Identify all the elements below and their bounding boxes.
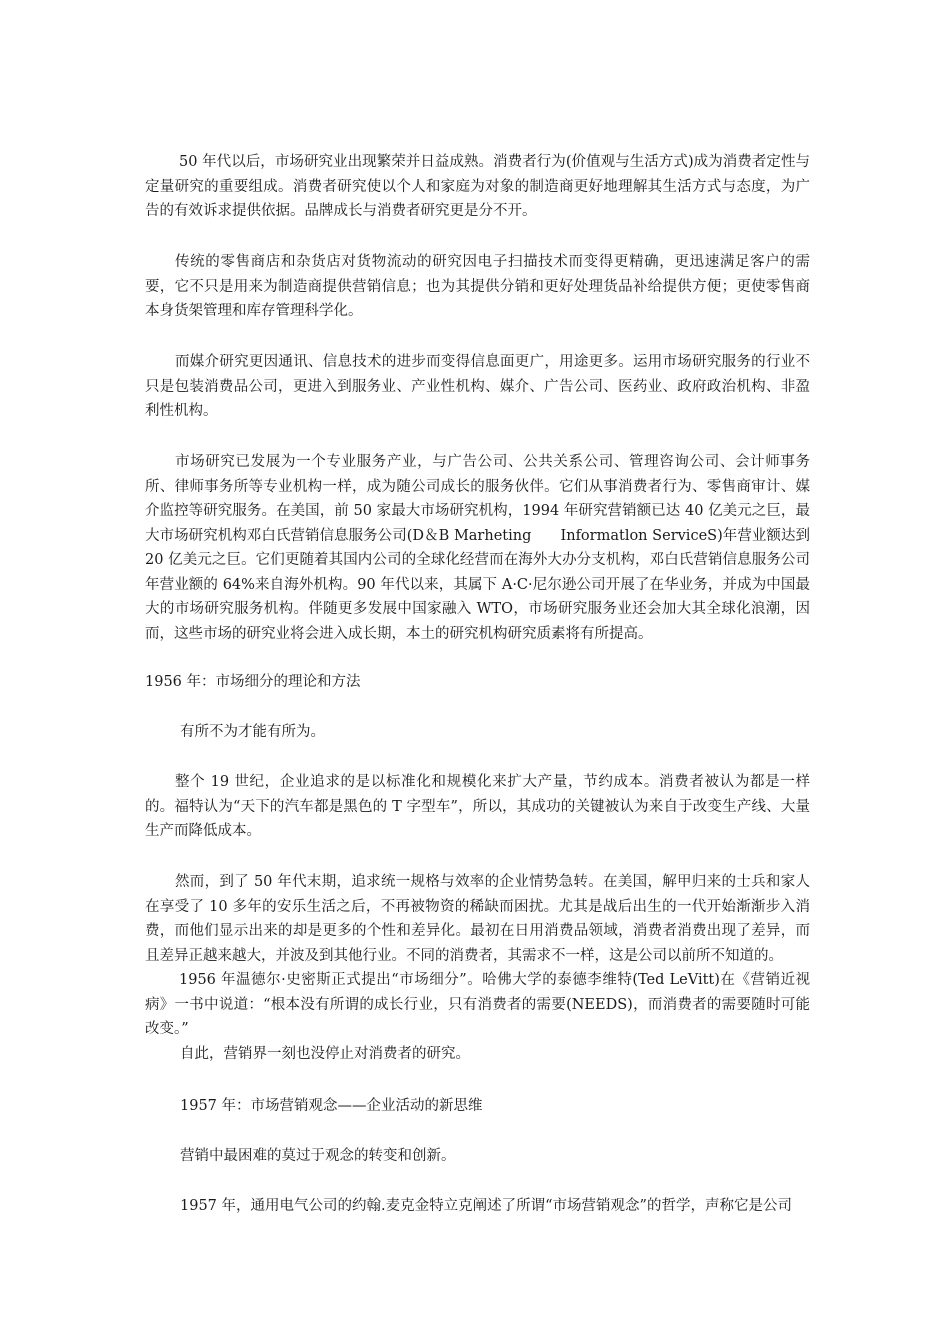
paragraph-retail-research: 传统的零售商店和杂货店对货物流动的研究因电子扫描技术而变得更精确，更迅速满足客户的需要，它不只是用来为制造商提供营销信息；也为其提供分销和更好处理货品补给提供方便；更使零售商本身货架管理和库存管理科学化。 bbox=[145, 254, 810, 319]
motto-1957: 营销中最困难的莫过于观念的转变和创新。 bbox=[180, 1148, 456, 1164]
paragraph-late-1950s: 然而，到了 50 年代末期，追求统一规格与效率的企业情势急转。在美国，解甲归来的士兵和家人在享受了 10 多年的安乐生活之后，不再被物资的稀缺而困扰。尤其是战后出生的一代开始渐渐步入消费，而他们显示出来的却是更多的个性和差异化。最初在日用消费品领域，消费者消费出现了差异，而且差异正越来越大，并波及到其他行业。不同的消费者，其需求不一样，这是公司以前所不知道的。 bbox=[145, 874, 810, 964]
paragraph-media-research: 而媒介研究更因通讯、信息技术的进步而变得信息面更广，用途更多。运用市场研究服务的行业不只是包装消费品公司，更进入到服务业、产业性机构、媒介、广告公司、医药业、政府政治机构、非盈利性机构。 bbox=[145, 354, 810, 419]
paragraph-19th-century: 整个 19 世纪，企业追求的是以标准化和规模化来扩大产量，节约成本。消费者被认为都是一样的。福特认为“天下的汽车都是黑色的 T 字型车”，所以，其成功的关键被认为来自于改变生产线、大量生产而降低成本。 bbox=[145, 774, 810, 839]
heading-1957-marketing-concept: 1957 年：市场营销观念——企业活动的新思维 bbox=[180, 1098, 483, 1114]
heading-1956-segmentation: 1956 年：市场细分的理论和方法 bbox=[145, 674, 361, 690]
paragraph-since-then: 自此，营销界一刻也没停止对消费者的研究。 bbox=[180, 1046, 470, 1062]
paragraph-smith-levitt: 1956 年温德尔·史密斯正式提出“市场细分”。哈佛大学的泰德李维特(Ted LeVitt)在《营销近视病》一书中说道：“根本没有所谓的成长行业，只有消费者的需要(NEEDS)，而消费者的需要随时可能改变。” bbox=[145, 972, 810, 1037]
paragraph-research-industry: 市场研究已发展为一个专业服务产业，与广告公司、公共关系公司、管理咨询公司、会计师事务所、律师事务所等专业机构一样，成为随公司成长的服务伙伴。它们从事消费者行为、零售商审计、媒介监控等研究服务。在美国，前 50 家最大市场研究机构，1994 年研究营销额已达 40 亿美元之巨，最大市场研究机构邓白氏营销信息服务公司(D＆B Marheting Informatlon ServiceS)年营业额达到 20 亿美元之巨。它们更随着其国内公司的全球化经营而在海外大办分支机构，邓白氏营销信息服务公司年营业额的 64%来自海外机构。90 年代以来，其属下 A·C·尼尔逊公司开展了在华业务，并成为中国最大的市场研究服务机构。伴随更多发展中国家融入 WTO，市场研究服务业还会加大其全球化浪潮，因而，这些市场的研究业将会进入成长期，本土的研究机构研究质素将有所提高。 bbox=[145, 454, 810, 642]
paragraph-1957-ge: 1957 年，通用电气公司的约翰.麦克金特立克阐述了所谓“市场营销观念”的哲学，声称它是公司 bbox=[180, 1198, 792, 1214]
paragraph-1950s-research: 50 年代以后，市场研究业出现繁荣并日益成熟。消费者行为(价值观与生活方式)成为消费者定性与定量研究的重要组成。消费者研究使以个人和家庭为对象的制造商更好地理解其生活方式与态度，为广告的有效诉求提供依据。品牌成长与消费者研究更是分不开。 bbox=[145, 154, 810, 219]
motto-1956: 有所不为才能有所为。 bbox=[180, 724, 325, 740]
